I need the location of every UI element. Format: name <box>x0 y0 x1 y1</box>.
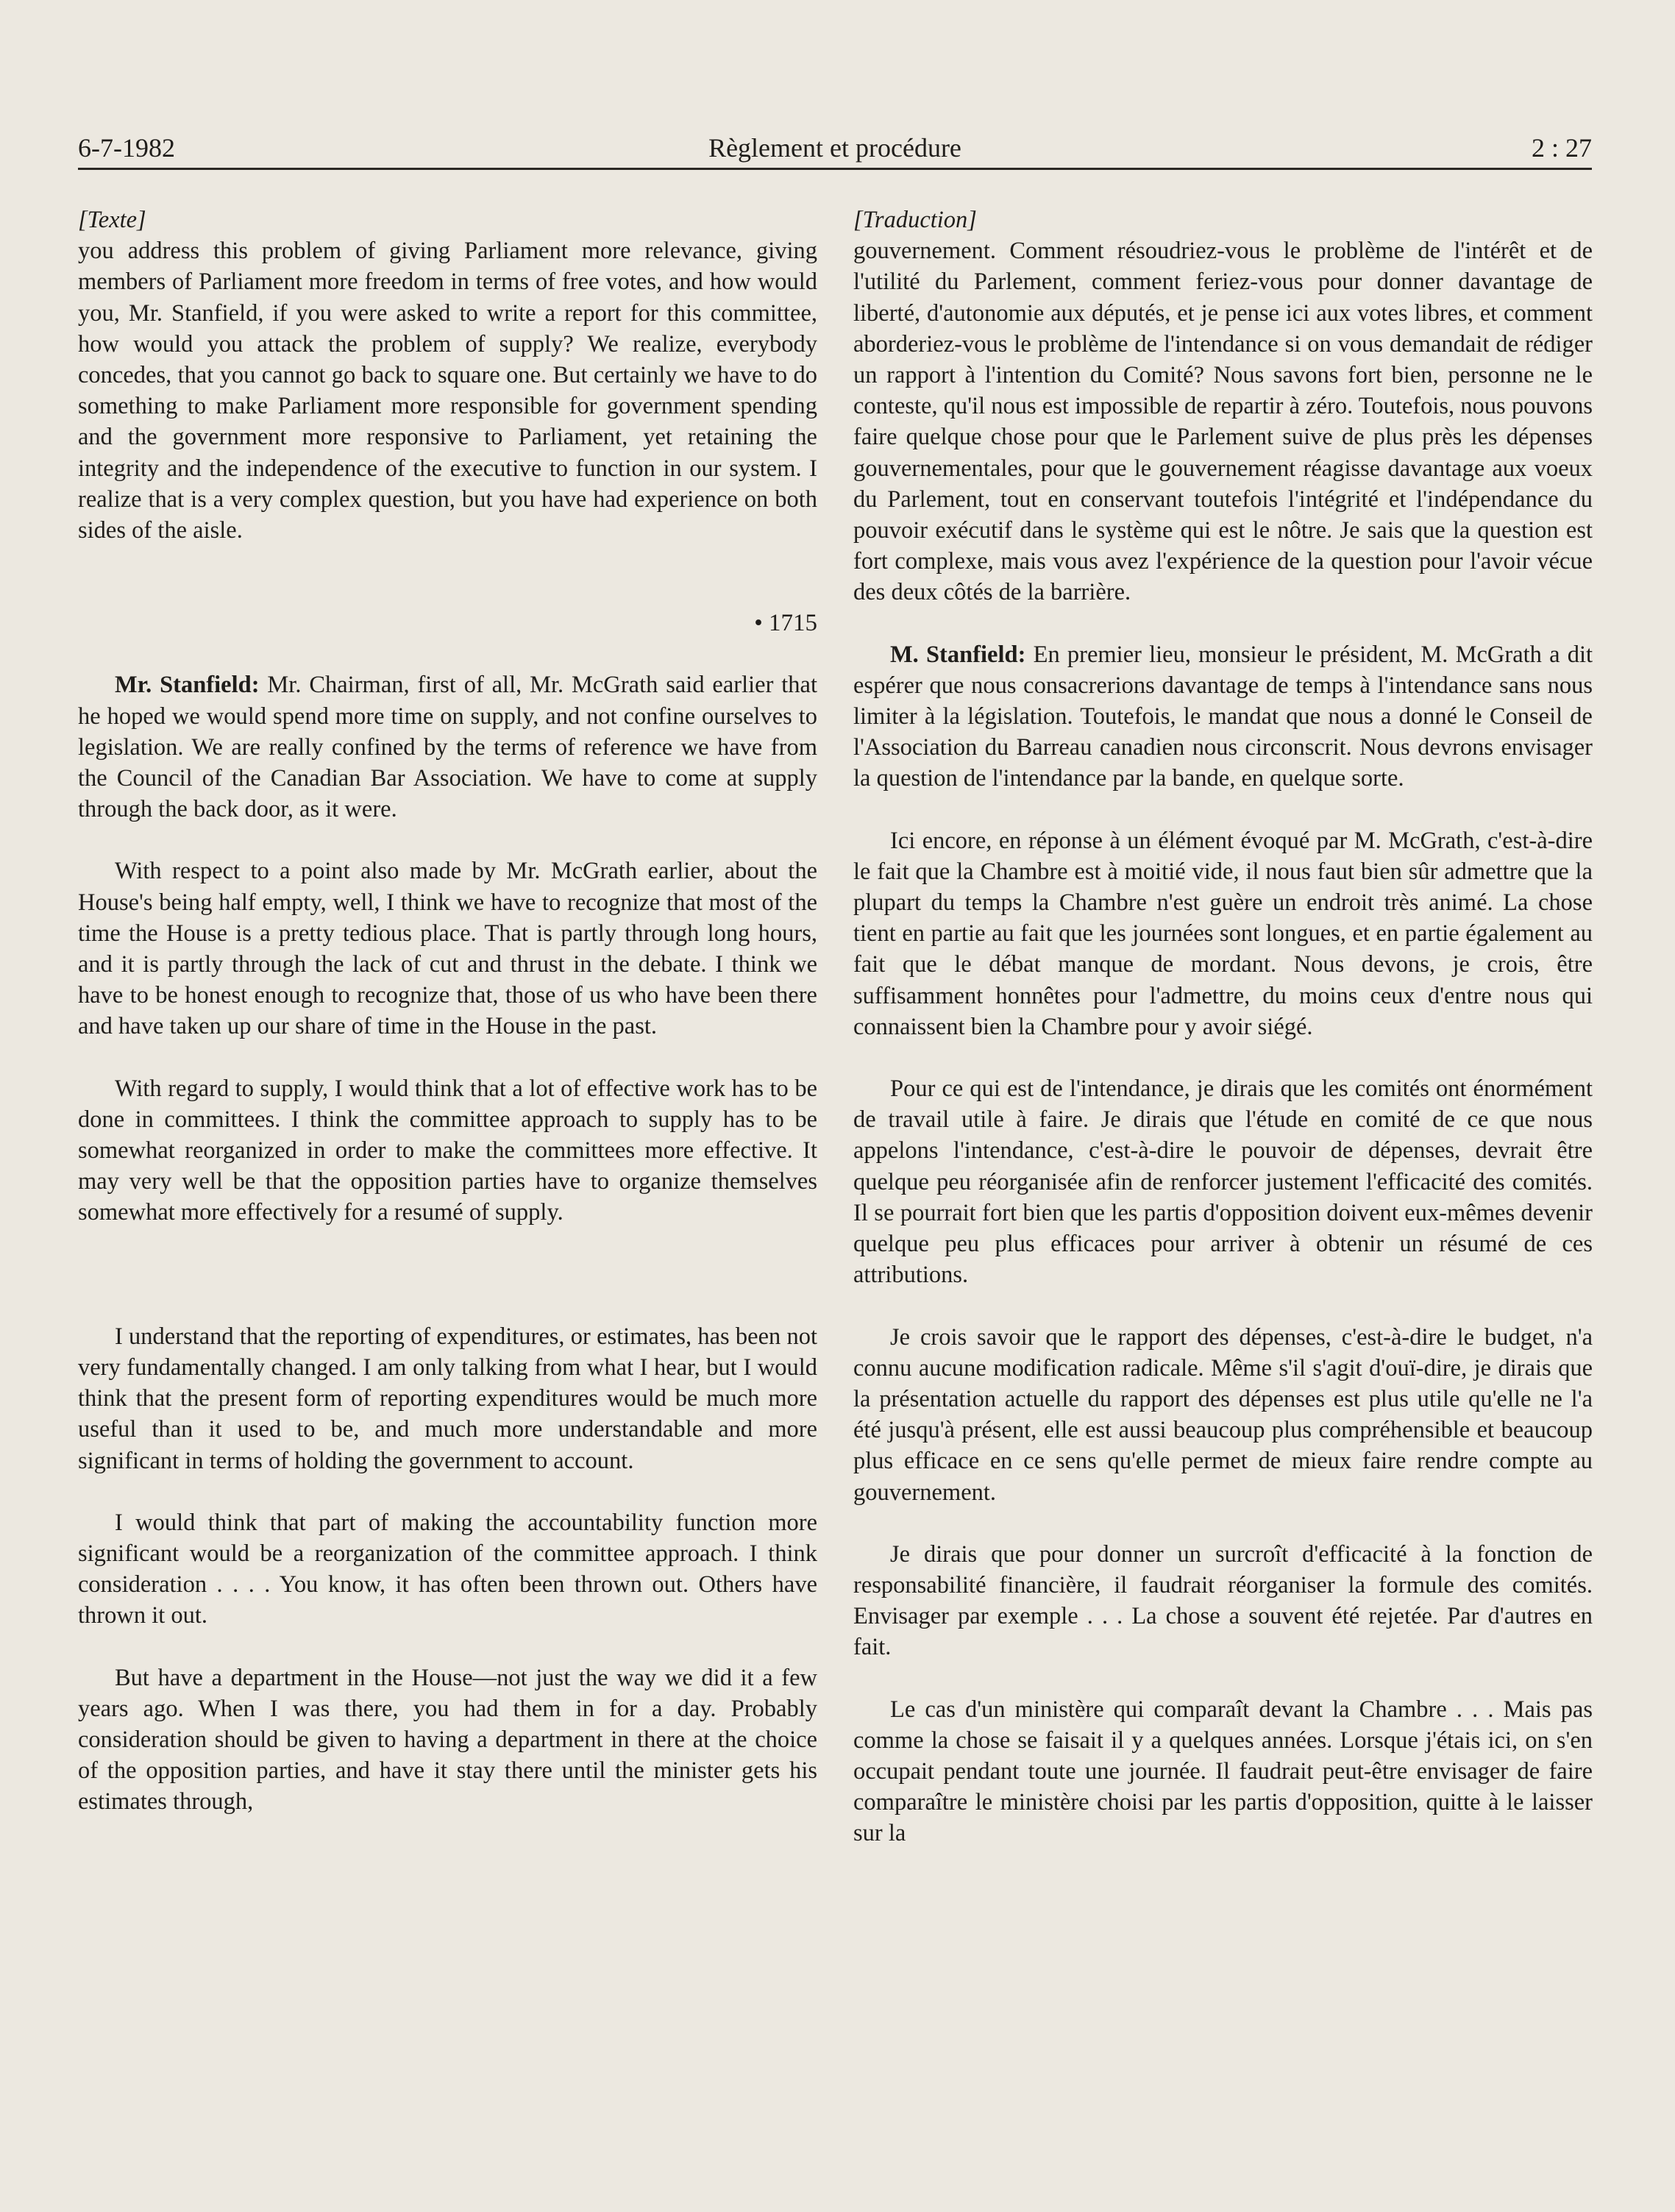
paragraph-fr-2 <box>853 639 1593 794</box>
speaker-name: M. Stanfield: <box>890 641 1026 668</box>
header-title: Règlement et procédure <box>708 133 961 163</box>
paragraph-fr-4: Pour ce qui est de l'intendance, je dirais que les comités ont énormément de travail utile à faire. Je dirais que l'étude en comité de ce que nous appelons l'intendance, c'est-à-dire le pouvoir de dépenses, devrait être quelque peu réorganisée afin de renforcer justement l'efficacité des comités. Il se pourrait fort bien que les partis d'opposition doivent eux-mêmes devenir quelque peu plus efficaces pour arriver à obtenir un résumé de ces attributions. <box>853 1075 1593 1289</box>
column-label-traduction: [Traduction] <box>853 207 977 233</box>
paragraph-fr-5: Je crois savoir que le rapport des dépenses, c'est-à-dire le budget, n'a connu aucune modification radicale. Même s'il s'agit d'ouï-dire, je dirais que la présentation actuelle du rapport des dépenses est plus utile qu'elle ne l'a été jusqu'à présent, elle est aussi beaucoup plus compréhensible et beaucoup plus efficace en ce sens qu'elle permet de mieux faire rendre compte au gouvernement. <box>853 1323 1593 1506</box>
paragraph-fr-1: gouvernement. Comment résoudriez-vous le problème de l'intérêt et de l'utilité du Parlement, comment feriez-vous pour donner davantage de liberté, d'autonomie aux députés, et je pense ici aux votes libres, et comment aborderiez-vous le problème de l'intendance si on vous demandait de rédiger un rapport à l'intention du Comité? Nous savons fort bien, personne ne le conteste, qu'il nous est impossible de repartir à zéro. Toutefois, nous pouvons faire quelque chose pour que le Parlement suive de plus près les dépenses gouvernementales, pour que le gouvernement réagisse davantage aux voeux du Parlement, tout en conservant toutefois l'intégrité et l'indépendance du pouvoir exécutif dans le système qui est le nôtre. Je sais que la question est fort complexe, mais vous avez l'expérience de la question pour l'avoir vécue des deux côtés de la barrière. <box>853 238 1593 606</box>
paragraph-en-2 <box>78 669 817 825</box>
paragraph-en-3: With respect to a point also made by Mr. McGrath earlier, about the House's being half empty, well, I think we have to recognize that most of the time the House is a pretty tedious place. That is partly through long hours, and it is partly through the lack of cut and thrust in the debate. I think we have to be honest enough to recognize that, those of us who have been there and have taken up our share of time in the House in the past. <box>78 858 817 1040</box>
paragraph-en-1: you address this problem of giving Parliament more relevance, giving members of Parliament more freedom in terms of free votes, and how would you, Mr. Stanfield, if you were asked to write a report for this committee, how would you attack the problem of supply? We realize, everybody concedes, that you cannot go back to square one. But certainly we have to do something to make Parliament more responsible for government spending and the government more responsive to Parliament, yet retaining the integrity and the independence of the executive to function in our system. I realize that is a very complex question, but you have had experience on both sides of the aisle. <box>78 238 817 544</box>
paragraph-fr-3: Ici encore, en réponse à un élément évoqué par M. McGrath, c'est-à-dire le fait que la Chambre est à moitié vide, il nous faut bien sûr admettre que la plupart du temps la Chambre n'est guère un endroit très animé. La chose tient en partie au fait que les journées sont longues, et en partie également au fait que le débat manque de mordant. Nous devons, je crois, être suffisamment honnêtes pour l'admettre, du moins ceux d'entre nous qui connaissent bien la Chambre pour y avoir siégé. <box>853 827 1593 1040</box>
column-label-texte: [Texte] <box>78 207 146 233</box>
paragraph-en-7: But have a department in the House—not just the way we did it a few years ago. When I was there, you had them in for a day. Probably consideration should be given to having a department in there at the choice of the opposition parties, and have it stay there until the minister gets his estimates through, <box>78 1664 817 1816</box>
timestamp: • 1715 <box>754 610 817 637</box>
french-column <box>853 205 1593 1849</box>
header-date: 6-7-1982 <box>78 133 175 163</box>
english-column <box>78 205 817 1818</box>
paragraph-fr-7: Le cas d'un ministère qui comparaît devant la Chambre . . . Mais pas comme la chose se faisait il y a quelques années. Lorsque j'étais ici, on s'en occupait pendant toute une journée. Il faudrait peut-être envisager de faire comparaître le ministère choisi par les partis d'opposition, quitte à le laisser sur la <box>853 1696 1593 1847</box>
paragraph-en-6: I would think that part of making the accountability function more significant would be a reorganization of the committee approach. I think consideration . . . . You know, it has often been thrown out. Others have thrown it out. <box>78 1509 817 1629</box>
speaker-name: Mr. Stanfield: <box>115 672 260 699</box>
speech-text: Mr. Chairman, first of all, Mr. McGrath said earlier that he hoped we would spend more time on supply, and not confine ourselves to legislation. We are really confined by the terms of reference we have from the Council of the Canadian Bar Association. We have to come at supply through the back door, as it were. <box>78 672 818 823</box>
speech-text: En premier lieu, monsieur le président, M. McGrath a dit espérer que nous consacrerions davantage de temps à l'intendance sans nous limiter à la législation. Toutefois, le mandat que nous a donné le Conseil de l'Association du Barreau canadien nous circonscrit. Nous devrons envisager la question de l'intendance par la bande, en quelque sorte. <box>853 641 1593 792</box>
page-header <box>78 124 1592 170</box>
paragraph-en-5: I understand that the reporting of expenditures, or estimates, has been not very fundamentally changed. I am only talking from what I hear, but I would think that the present form of reporting expenditures would be much more useful than it used to be, and much more understandable and more significant in terms of holding the government to account. <box>78 1323 817 1474</box>
paragraph-en-4: With regard to supply, I would think that a lot of effective work has to be done in committees. I think the committee approach to supply has to be somewhat reorganized in order to make the committees more effective. It may very well be that the opposition parties have to organize themselves somewhat more effectively for a resumé of supply. <box>78 1075 817 1226</box>
paragraph-fr-6: Je dirais que pour donner un surcroît d'efficacité à la fonction de responsabilité financière, il faudrait réorganiser la formule des comités. Envisager par exemple . . . La chose a souvent été rejetée. Par d'autres en fait. <box>853 1540 1593 1661</box>
header-page-number: 2 : 27 <box>1531 133 1592 163</box>
